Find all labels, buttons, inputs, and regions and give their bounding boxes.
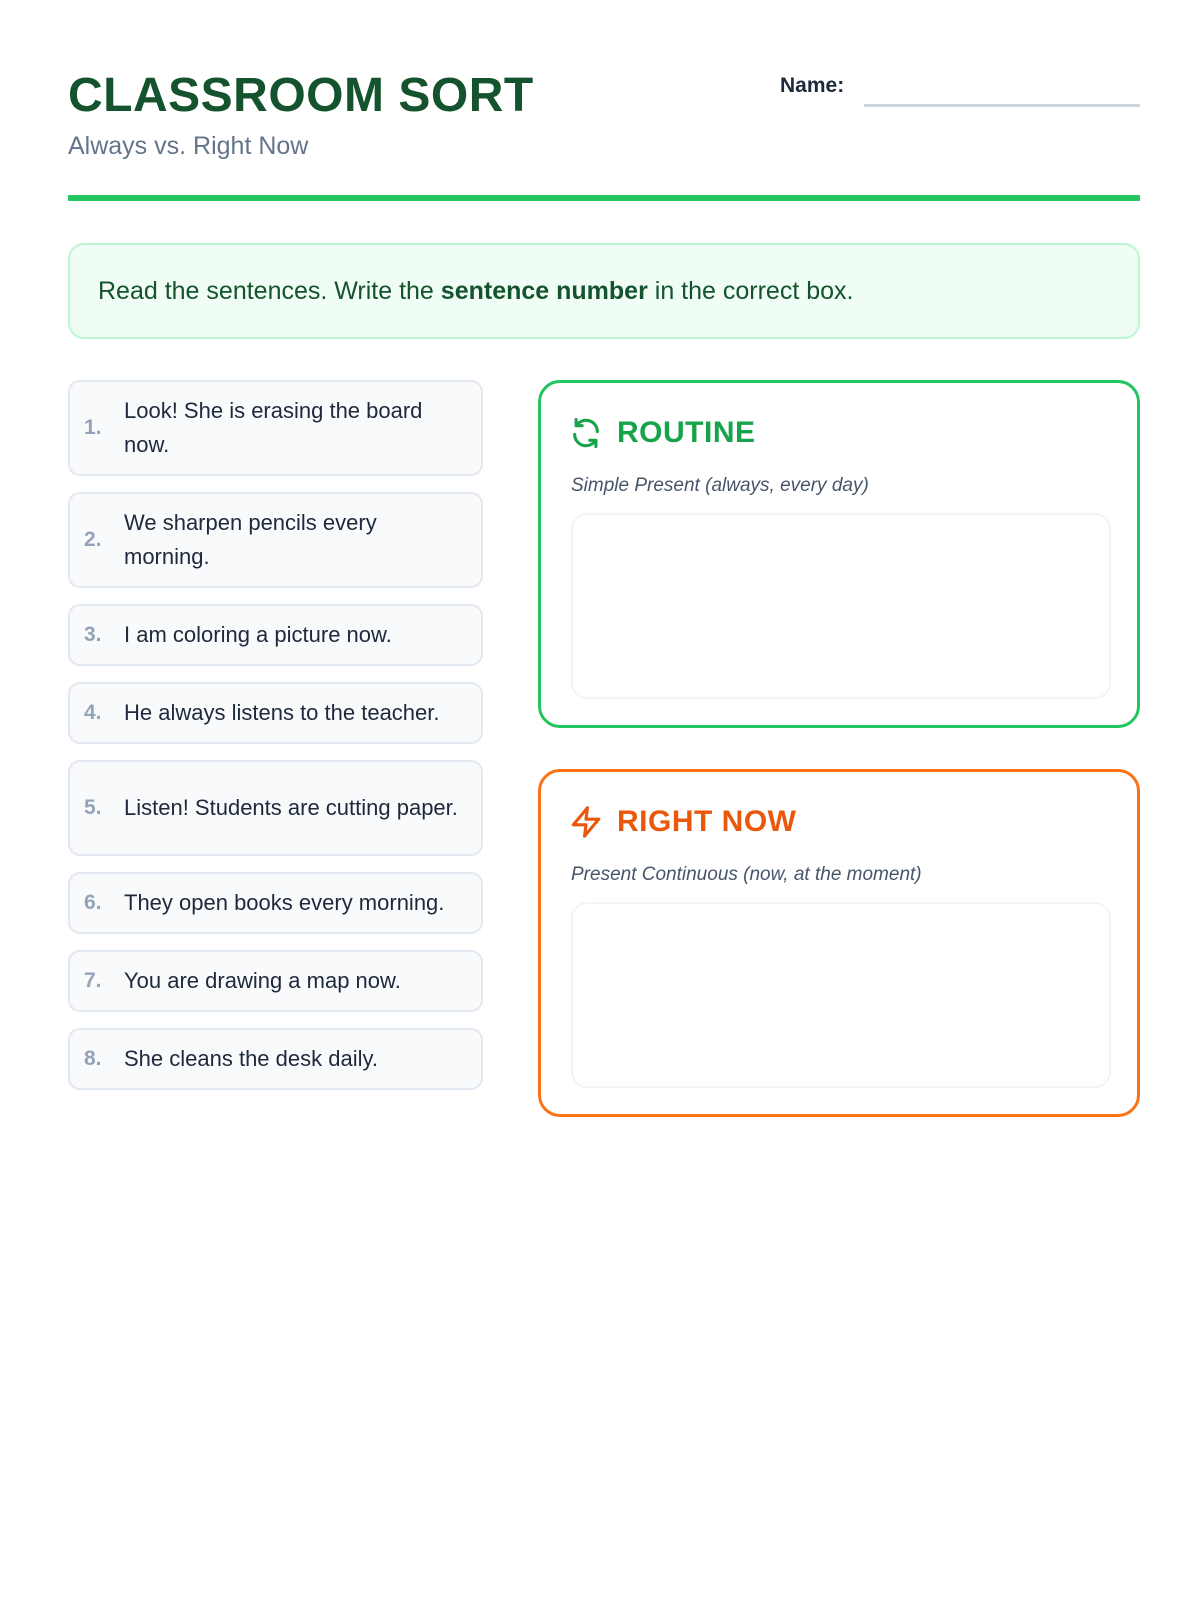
sentence-text: They open books every morning. <box>124 890 445 915</box>
sentence-number: 2. <box>84 528 102 551</box>
sentence-text: We sharpen pencils every morning. <box>124 510 377 569</box>
sentence-number: 7. <box>84 969 102 992</box>
sentence-card <box>68 492 483 588</box>
sentence-number: 4. <box>84 701 102 724</box>
sentence-text: She cleans the desk daily. <box>124 1046 378 1071</box>
refresh-icon <box>569 416 603 450</box>
right-now-title: RIGHT NOW <box>617 805 797 838</box>
page-subtitle: Always vs. Right Now <box>68 132 309 160</box>
instructions-text-bold: sentence number <box>440 276 648 305</box>
instructions-box <box>68 243 1140 339</box>
sentence-card <box>68 682 483 744</box>
right-now-header <box>569 802 796 842</box>
routine-title: ROUTINE <box>617 416 756 449</box>
sentence-card <box>68 760 483 856</box>
routine-answer-area[interactable] <box>571 513 1111 699</box>
header-divider <box>68 195 1140 201</box>
sentence-number: 8. <box>84 1047 102 1070</box>
routine-subtitle: Simple Present (always, every day) <box>571 475 869 496</box>
worksheet-header <box>68 62 1140 202</box>
instructions-text-1: Read the sentences. Write the <box>98 276 441 305</box>
sentence-text: Listen! Students are cutting paper. <box>124 795 458 820</box>
sentence-number: 5. <box>84 796 102 819</box>
routine-box <box>538 380 1140 728</box>
sentence-card <box>68 950 483 1012</box>
sentence-text: You are drawing a map now. <box>124 968 401 993</box>
sentence-card <box>68 380 483 476</box>
right-now-answer-area[interactable] <box>571 902 1111 1088</box>
sentence-text: He always listens to the teacher. <box>124 700 440 725</box>
sentence-text: I am coloring a picture now. <box>124 622 392 647</box>
sentence-card <box>68 604 483 666</box>
sentence-number: 6. <box>84 891 102 914</box>
lightning-icon <box>569 805 603 839</box>
sentence-number: 1. <box>84 416 102 439</box>
right-now-box <box>538 769 1140 1117</box>
name-area <box>780 68 1140 108</box>
routine-header <box>569 413 756 453</box>
right-now-subtitle: Present Continuous (now, at the moment) <box>571 864 922 885</box>
sentence-card <box>68 872 483 934</box>
sentence-number: 3. <box>84 623 102 646</box>
sentence-text: Look! She is erasing the board now. <box>124 398 423 457</box>
page-title: CLASSROOM SORT <box>68 69 534 122</box>
sentence-card <box>68 1028 483 1090</box>
instructions-text-2: in the correct box. <box>647 276 854 305</box>
name-field[interactable] <box>864 104 1140 107</box>
sentence-list <box>68 380 483 1106</box>
name-label: Name: <box>780 74 845 97</box>
